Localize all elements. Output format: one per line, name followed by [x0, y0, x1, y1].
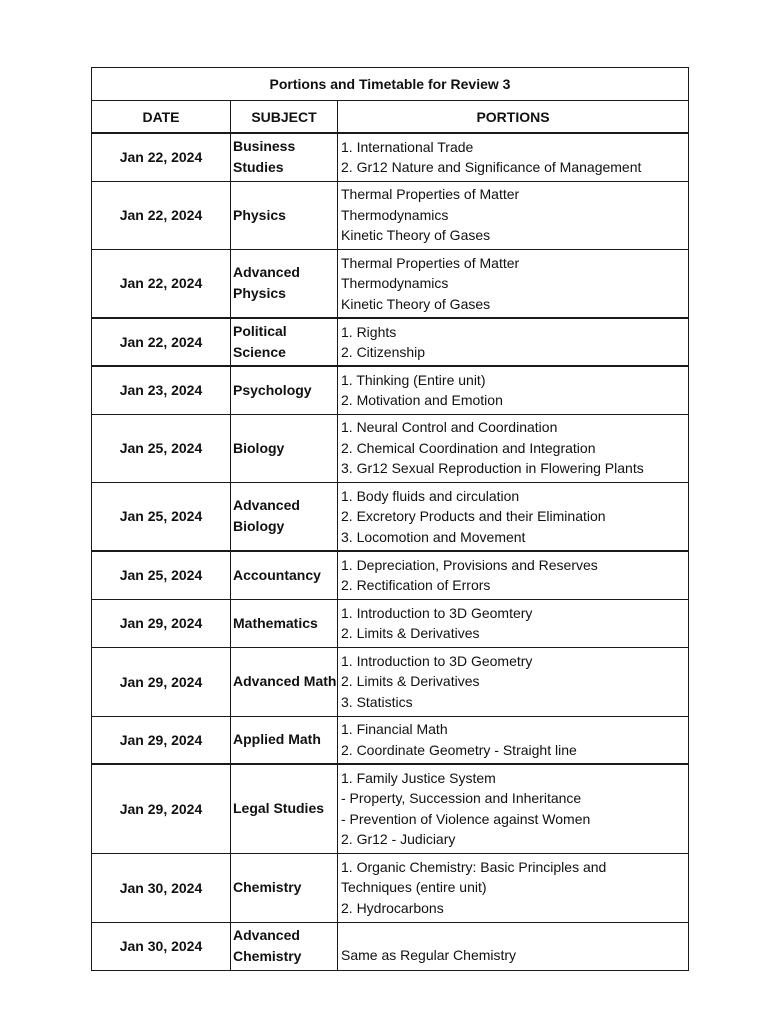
- portions-cell: [338, 414, 689, 482]
- portion-line: - Prevention of Violence against Women: [341, 810, 591, 827]
- date-cell: Jan 29, 2024: [92, 716, 231, 764]
- date-cell: Jan 22, 2024: [92, 133, 231, 181]
- table-row: [92, 764, 689, 853]
- timetable: [91, 67, 689, 971]
- portion-line: 1. Body fluids and circulation: [341, 487, 520, 504]
- portion-line: 1. Neural Control and Coordination: [341, 419, 558, 436]
- table-body: [92, 133, 689, 970]
- portion-line: Thermodynamics: [341, 275, 449, 291]
- portions-cell: [338, 249, 689, 318]
- portions-cell: [338, 181, 689, 249]
- table-row: [92, 366, 689, 414]
- subject-cell: Psychology: [231, 366, 338, 414]
- subject-cell: Mathematics: [231, 599, 338, 647]
- table-row: [92, 133, 689, 181]
- portion-line: 1. Introduction to 3D Geomtery: [341, 604, 533, 621]
- portion-line: Kinetic Theory of Gases: [341, 227, 491, 244]
- subject-cell: Business Studies: [231, 133, 338, 181]
- table-row: [92, 599, 689, 647]
- header-subject: SUBJECT: [231, 101, 338, 134]
- portions-cell: [338, 482, 689, 551]
- portion-line: 2. Limits & Derivatives: [341, 673, 480, 690]
- portion-line: 2. Excretory Products and their Elimination: [341, 508, 606, 524]
- portion-line: Thermal Properties of Matter: [341, 254, 520, 271]
- date-cell: Jan 25, 2024: [92, 414, 231, 482]
- date-cell: Jan 22, 2024: [92, 249, 231, 318]
- date-cell: Jan 29, 2024: [92, 764, 231, 853]
- table-row: [92, 181, 689, 249]
- portion-line: 3. Locomotion and Movement: [341, 528, 526, 545]
- portion-line: 1. Family Justice System: [341, 769, 496, 786]
- subject-cell: Political Science: [231, 318, 338, 366]
- portion-line: Thermal Properties of Matter: [341, 186, 520, 203]
- date-cell: Jan 25, 2024: [92, 482, 231, 551]
- portion-line: 1. International Trade: [341, 138, 474, 155]
- table-row: [92, 482, 689, 551]
- table-row: [92, 922, 689, 970]
- subject-cell: Advanced Math: [231, 647, 338, 716]
- date-cell: Jan 25, 2024: [92, 551, 231, 599]
- portion-line: Same as Regular Chemistry: [341, 947, 517, 963]
- portion-line: 2. Gr12 - Judiciary: [341, 831, 456, 848]
- portion-line: 1. Thinking (Entire unit): [341, 371, 486, 388]
- subject-cell: Legal Studies: [231, 764, 338, 853]
- subject-cell: Applied Math: [231, 716, 338, 764]
- portions-cell: [338, 318, 689, 366]
- header-date: DATE: [92, 101, 231, 134]
- subject-cell: Advanced Physics: [231, 249, 338, 318]
- subject-cell: Chemistry: [231, 853, 338, 922]
- date-cell: Jan 22, 2024: [92, 318, 231, 366]
- portions-cell: [338, 764, 689, 853]
- portions-cell: [338, 853, 689, 922]
- table-row: [92, 318, 689, 366]
- portion-line: 2. Motivation and Emotion: [341, 392, 503, 409]
- title-row: [92, 68, 689, 101]
- table-title: Portions and Timetable for Review 3: [92, 68, 689, 101]
- portion-line: - Property, Succession and Inheritance: [341, 790, 582, 807]
- date-cell: Jan 30, 2024: [92, 922, 231, 970]
- portion-line: 1. Rights: [341, 323, 397, 340]
- portion-line: 2. Coordinate Geometry - Straight line: [341, 741, 577, 758]
- portions-cell: [338, 922, 689, 970]
- portions-cell: [338, 551, 689, 599]
- portion-line: Kinetic Theory of Gases: [341, 295, 491, 312]
- table-row: [92, 551, 689, 599]
- portion-line: 1. Financial Math: [341, 721, 448, 738]
- table-row: [92, 414, 689, 482]
- date-cell: Jan 29, 2024: [92, 599, 231, 647]
- portions-cell: [338, 366, 689, 414]
- subject-cell: Advanced Biology: [231, 482, 338, 551]
- table-row: [92, 853, 689, 922]
- table-row: [92, 647, 689, 716]
- portion-line: Techniques (entire unit): [341, 879, 487, 896]
- table-row: [92, 716, 689, 764]
- portion-line: 1. Depreciation, Provisions and Reserves: [341, 556, 598, 573]
- portion-line: 2. Rectification of Errors: [341, 577, 491, 594]
- portions-cell: [338, 716, 689, 764]
- date-cell: Jan 29, 2024: [92, 647, 231, 716]
- subject-cell: Advanced Chemistry: [231, 922, 338, 970]
- portion-line: 1. Organic Chemistry: Basic Principles and: [341, 858, 607, 875]
- subject-cell: Physics: [231, 181, 338, 249]
- portion-line: 2. Chemical Coordination and Integration: [341, 439, 596, 456]
- portion-line: 3. Statistics: [341, 693, 413, 710]
- portion-line: Thermodynamics: [341, 206, 449, 223]
- portions-cell: [338, 599, 689, 647]
- subject-cell: Accountancy: [231, 551, 338, 599]
- table-row: [92, 249, 689, 318]
- portion-line: 1. Introduction to 3D Geometry: [341, 652, 533, 669]
- portion-line: 2. Limits & Derivatives: [341, 625, 480, 641]
- header-portions: PORTIONS: [338, 101, 689, 134]
- header-row: [92, 101, 689, 134]
- date-cell: Jan 30, 2024: [92, 853, 231, 922]
- subject-cell: Biology: [231, 414, 338, 482]
- date-cell: Jan 22, 2024: [92, 181, 231, 249]
- portions-cell: [338, 133, 689, 181]
- portion-line: 3. Gr12 Sexual Reproduction in Flowering Plants: [341, 460, 644, 477]
- portion-line: 2. Citizenship: [341, 344, 426, 360]
- date-cell: Jan 23, 2024: [92, 366, 231, 414]
- portions-cell: [338, 647, 689, 716]
- portion-line: 2. Hydrocarbons: [341, 899, 444, 916]
- portion-line: 2. Gr12 Nature and Significance of Management: [341, 159, 642, 176]
